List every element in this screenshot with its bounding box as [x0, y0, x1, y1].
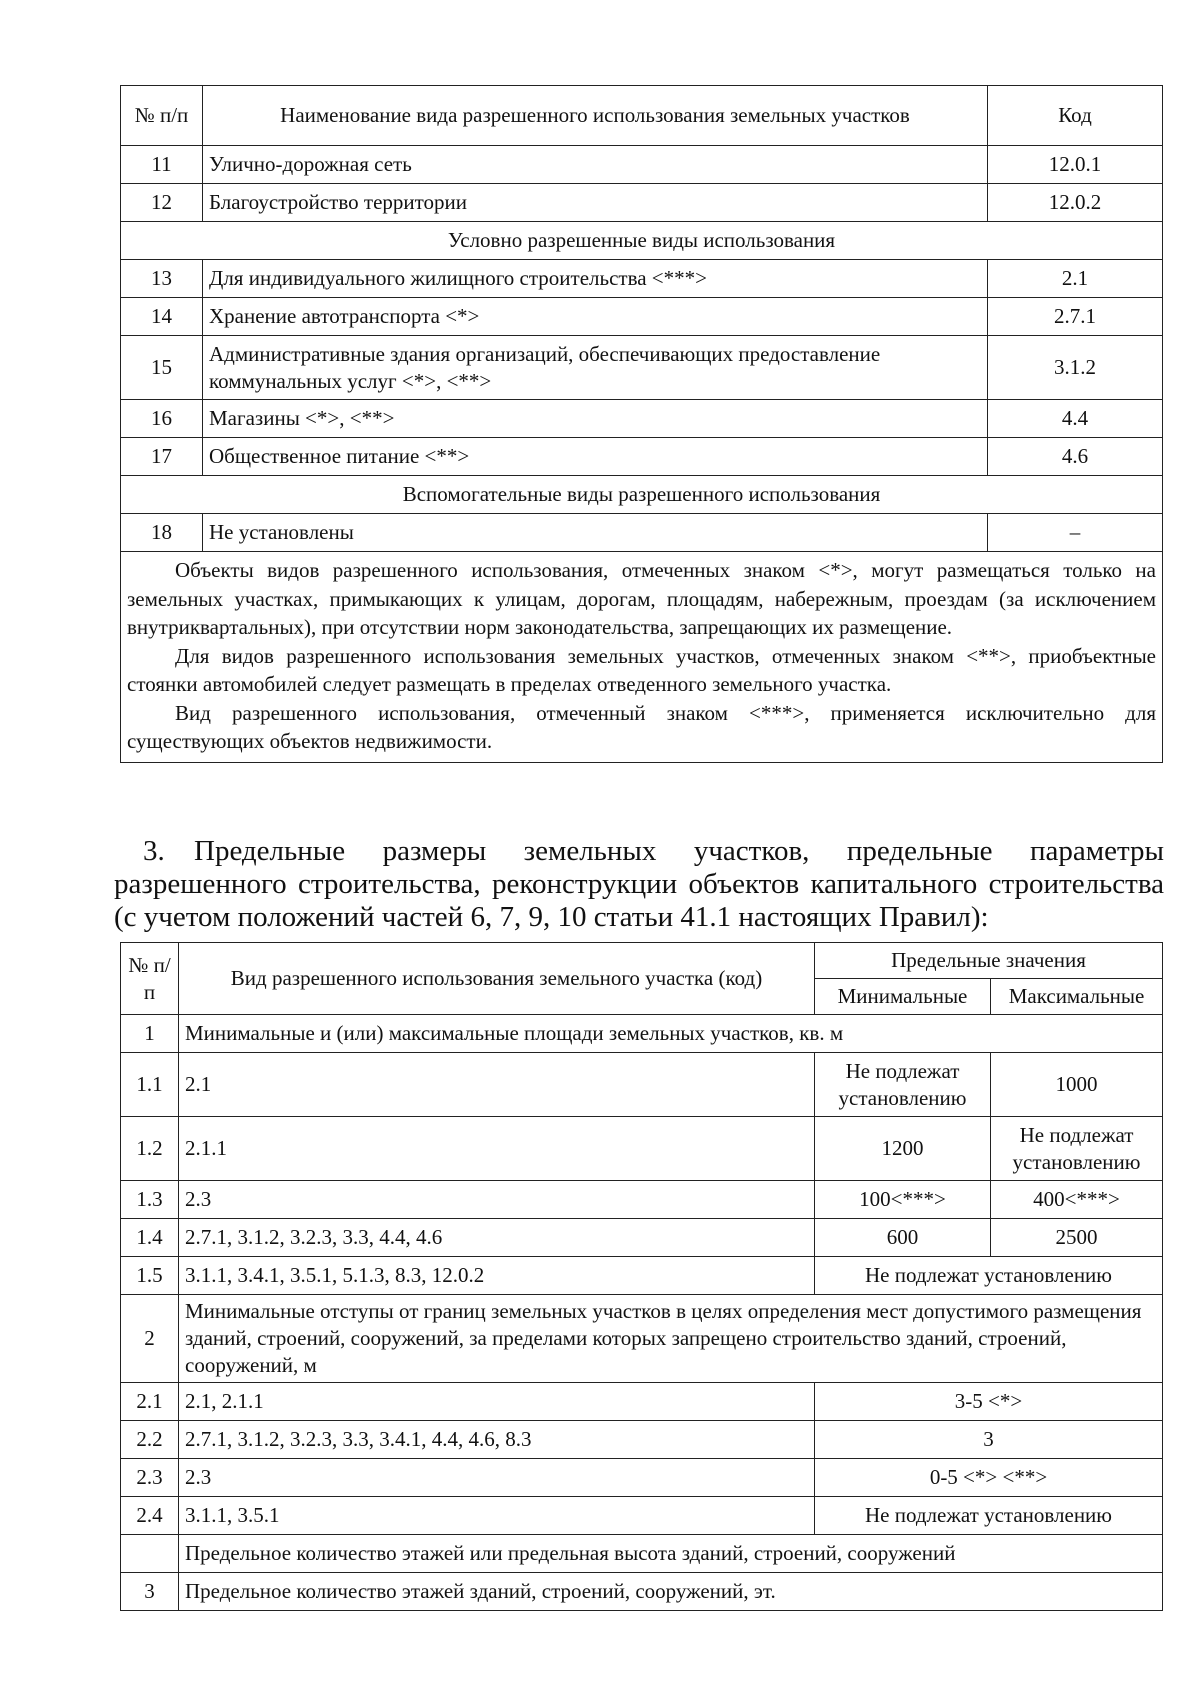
header-num: № п/п	[121, 86, 203, 146]
row-num: 1.5	[121, 1257, 179, 1295]
section-number-text: 3.	[143, 835, 165, 867]
row-kind: 2.1.1	[179, 1117, 815, 1181]
row-kind: 2.1	[179, 1053, 815, 1117]
row-kind: 2.7.1, 3.1.2, 3.2.3, 3.3, 4.4, 4.6	[179, 1219, 815, 1257]
table-row	[121, 400, 1163, 438]
table-row	[121, 1383, 1163, 1421]
row-code: 3.1.2	[988, 336, 1163, 400]
row-code: 12.0.1	[988, 146, 1163, 184]
row-max: 400<***>	[991, 1181, 1163, 1219]
row-value: 3-5 <*>	[815, 1383, 1163, 1421]
row-kind: 2.1, 2.1.1	[179, 1383, 815, 1421]
row-name: Хранение автотранспорта <*>	[203, 298, 988, 336]
row-name: Не установлены	[203, 514, 988, 552]
table-row	[121, 1117, 1163, 1181]
row-max: 1000	[991, 1053, 1163, 1117]
section-heading	[114, 835, 1164, 934]
row-value: Не подлежат установлению	[815, 1257, 1163, 1295]
notes-row	[121, 552, 1163, 763]
row-num: 1.4	[121, 1219, 179, 1257]
table-row	[121, 260, 1163, 298]
table-row	[121, 1257, 1163, 1295]
row-num	[121, 1535, 179, 1573]
table-row	[121, 336, 1163, 400]
section-row	[121, 1535, 1163, 1573]
row-num: 2.4	[121, 1497, 179, 1535]
row-code: 2.7.1	[988, 298, 1163, 336]
row-num: 15	[121, 336, 203, 400]
row-num: 1	[121, 1015, 179, 1053]
table-row	[121, 184, 1163, 222]
table-row	[121, 1053, 1163, 1117]
row-name: Магазины <*>, <**>	[203, 400, 988, 438]
row-kind: 3.1.1, 3.4.1, 3.5.1, 5.1.3, 8.3, 12.0.2	[179, 1257, 815, 1295]
table-row	[121, 438, 1163, 476]
table-header-row	[121, 943, 1163, 979]
row-num: 13	[121, 260, 203, 298]
row-kind: 3.1.1, 3.5.1	[179, 1497, 815, 1535]
row-num: 18	[121, 514, 203, 552]
note-paragraph: Вид разрешенного использования, отмеченный знаком <***>, применяется исключительно для существующих объектов недвижимости.	[127, 700, 1156, 753]
row-num: 2.2	[121, 1421, 179, 1459]
row-code: 2.1	[988, 260, 1163, 298]
header-name: Наименование вида разрешенного использования земельных участков	[203, 86, 988, 146]
row-name: Улично-дорожная сеть	[203, 146, 988, 184]
row-num: 1.2	[121, 1117, 179, 1181]
row-value: Не подлежат установлению	[815, 1497, 1163, 1535]
row-num: 1.1	[121, 1053, 179, 1117]
row-name: Административные здания организаций, обеспечивающих предоставление коммунальных услуг <*>, <**>	[203, 336, 988, 400]
row-num: 14	[121, 298, 203, 336]
row-num: 17	[121, 438, 203, 476]
section-title: Предельное количество этажей или предельная высота зданий, строений, сооружений	[179, 1535, 1163, 1573]
row-num: 2.1	[121, 1383, 179, 1421]
row-num: 12	[121, 184, 203, 222]
row-min: Не подлежат установлению	[815, 1053, 991, 1117]
row-code: 4.6	[988, 438, 1163, 476]
row-kind: 2.3	[179, 1181, 815, 1219]
table-row	[121, 298, 1163, 336]
row-num: 3	[121, 1573, 179, 1611]
header-min: Минимальные	[815, 979, 991, 1015]
table-row	[121, 1497, 1163, 1535]
row-kind: 2.3	[179, 1459, 815, 1497]
header-kind: Вид разрешенного использования земельного участка (код)	[179, 943, 815, 1015]
table-row	[121, 1459, 1163, 1497]
section-row	[121, 1573, 1163, 1611]
section-title: Минимальные и (или) максимальные площади земельных участков, кв. м	[179, 1015, 1163, 1053]
header-num: № п/п	[121, 943, 179, 1015]
row-num: 11	[121, 146, 203, 184]
row-max: Не подлежат установлению	[991, 1117, 1163, 1181]
table-row	[121, 146, 1163, 184]
note-paragraph: Для видов разрешенного использования земельных участков, отмеченных знаком <**>, приобъектные стоянки автомобилей следует размещать в пределах отведенного земельного участка.	[127, 643, 1156, 696]
section-title: Вспомогательные виды разрешенного использования	[121, 476, 1163, 514]
section-row	[121, 1295, 1163, 1383]
row-name: Благоустройство территории	[203, 184, 988, 222]
row-min: 1200	[815, 1117, 991, 1181]
table-row	[121, 514, 1163, 552]
permitted-use-table	[120, 85, 1163, 763]
limits-table	[120, 942, 1163, 1611]
note-paragraph: Объекты видов разрешенного использования, отмеченных знаком <*>, могут размещаться только на земельных участках, примыкающих к улицам, дорогам, площадям, набережным, проездам (за исключением внутриквартальных), при отсутствии норм законодательства, запрещающих их размещение.	[127, 558, 1156, 639]
section-heading-text: Предельные размеры земельных участков, предельные параметры разрешенного строительства, реконструкции объектов капитального строительства (с учетом положений частей 6, 7, 9, 10 статьи 41.1 настоящих Правил):	[114, 835, 1164, 933]
row-max: 2500	[991, 1219, 1163, 1257]
section-row-conditional	[121, 222, 1163, 260]
row-name: Общественное питание <**>	[203, 438, 988, 476]
header-code: Код	[988, 86, 1163, 146]
notes-cell	[121, 552, 1163, 763]
header-limits: Предельные значения	[815, 943, 1163, 979]
table-row	[121, 1421, 1163, 1459]
section-title: Минимальные отступы от границ земельных участков в целях определения мест допустимого размещения зданий, строений, сооружений, за пределами которых запрещено строительство зданий, строений, сооружений, м	[179, 1295, 1163, 1383]
row-value: 0-5 <*> <**>	[815, 1459, 1163, 1497]
table-header-row	[121, 86, 1163, 146]
row-num: 2	[121, 1295, 179, 1383]
row-code: 12.0.2	[988, 184, 1163, 222]
row-num: 2.3	[121, 1459, 179, 1497]
row-value: 3	[815, 1421, 1163, 1459]
row-num: 16	[121, 400, 203, 438]
row-code: 4.4	[988, 400, 1163, 438]
row-min: 100<***>	[815, 1181, 991, 1219]
section-row-auxiliary	[121, 476, 1163, 514]
table-row	[121, 1219, 1163, 1257]
row-kind: 2.7.1, 3.1.2, 3.2.3, 3.3, 3.4.1, 4.4, 4.6, 8.3	[179, 1421, 815, 1459]
header-max: Максимальные	[991, 979, 1163, 1015]
row-min: 600	[815, 1219, 991, 1257]
row-code: –	[988, 514, 1163, 552]
row-num: 1.3	[121, 1181, 179, 1219]
section-number	[114, 835, 194, 868]
row-name: Для индивидуального жилищного строительства <***>	[203, 260, 988, 298]
table-row	[121, 1181, 1163, 1219]
section-row	[121, 1015, 1163, 1053]
section-title: Предельное количество этажей зданий, строений, сооружений, эт.	[179, 1573, 1163, 1611]
section-title: Условно разрешенные виды использования	[121, 222, 1163, 260]
